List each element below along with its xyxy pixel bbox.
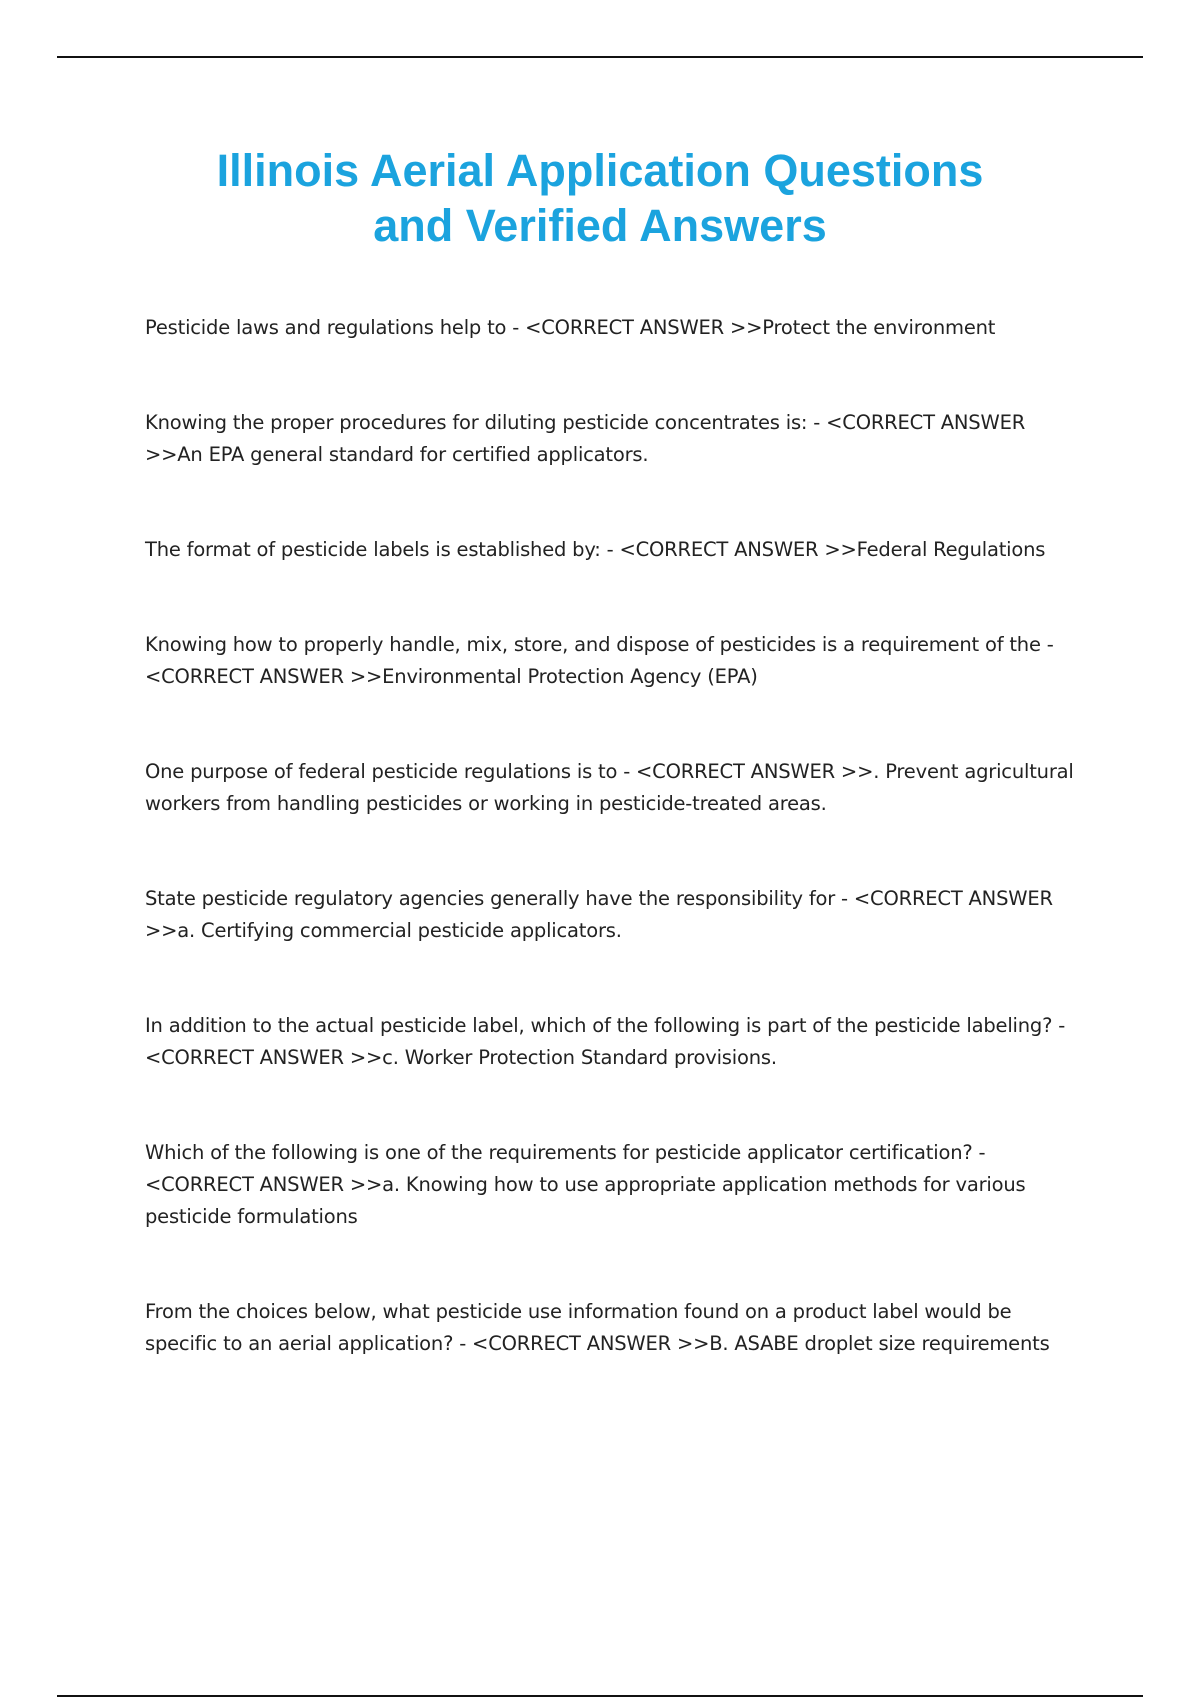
bottom-rule [57, 1695, 1143, 1697]
qa-item: Knowing the proper procedures for diluting pesticide concentrates is: - <CORRECT ANSWER >>An EPA general standard for certified applicators. [145, 411, 1026, 466]
qa-item: Pesticide laws and regulations help to - <CORRECT ANSWER >>Protect the environment [145, 316, 996, 339]
qa-item: One purpose of federal pesticide regulations is to - <CORRECT ANSWER >>. Prevent agricultural workers from handling pesticides or working in pesticide-treated areas. [145, 760, 1074, 815]
qa-item: The format of pesticide labels is established by: - <CORRECT ANSWER >>Federal Regulations [145, 538, 1046, 561]
qa-list [145, 312, 1085, 1423]
qa-item: From the choices below, what pesticide use information found on a product label would be specific to an aerial application? - <CORRECT ANSWER >>B. ASABE droplet size requirements [145, 1300, 1050, 1355]
title-line-1: Illinois Aerial Application Questions [216, 145, 984, 196]
qa-item: Which of the following is one of the requirements for pesticide applicator certification? - <CORRECT ANSWER >>a. Knowing how to use appropriate application methods for various pesticide formulations [145, 1141, 1026, 1228]
title-line-2: and Verified Answers [373, 200, 827, 251]
qa-item: State pesticide regulatory agencies generally have the responsibility for - <CORRECT ANSWER >>a. Certifying commercial pesticide applicators. [145, 887, 1053, 942]
top-rule [57, 56, 1143, 58]
qa-item: Knowing how to properly handle, mix, store, and dispose of pesticides is a requirement of the - <CORRECT ANSWER >>Environmental Protection Agency (EPA) [145, 633, 1054, 688]
qa-item: In addition to the actual pesticide label, which of the following is part of the pesticide labeling? - <CORRECT ANSWER >>c. Worker Protection Standard provisions. [145, 1014, 1066, 1069]
document-title [100, 143, 1100, 253]
